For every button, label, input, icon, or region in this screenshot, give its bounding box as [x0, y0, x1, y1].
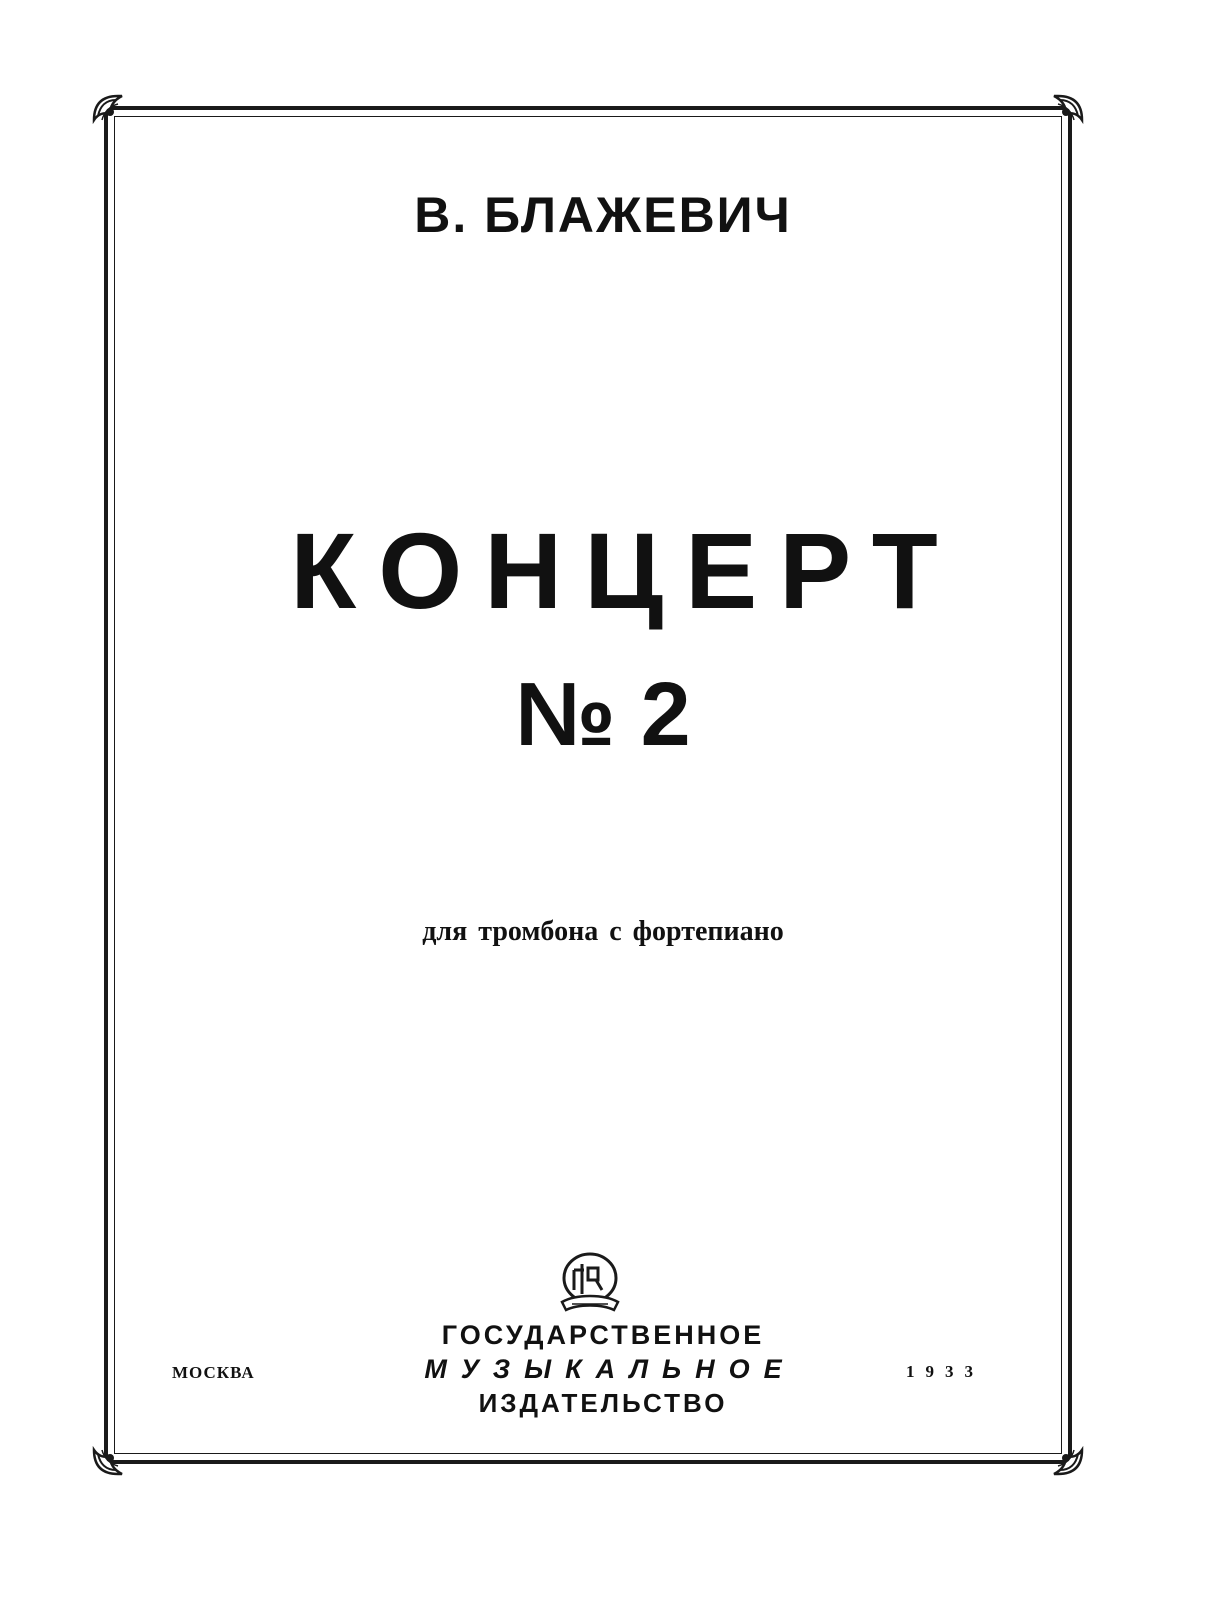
- corner-ornament-icon: [1032, 90, 1088, 146]
- publisher-line-2: МУЗЫКАЛЬНОЕ: [424, 1354, 796, 1384]
- composer-name: В. БЛАЖЕВИЧ: [414, 187, 792, 243]
- publication-year: 1933: [906, 1362, 984, 1381]
- corner-ornament-icon: [1032, 1424, 1088, 1480]
- work-title: КОНЦЕРТ: [290, 510, 960, 631]
- corner-ornament-icon: [88, 90, 144, 146]
- instrumentation-subtitle: для тромбона с фортепиано: [422, 916, 784, 947]
- work-number: № 2: [515, 665, 691, 765]
- music-publisher-emblem-icon: [552, 1250, 628, 1316]
- publisher-line-1: ГОСУДАРСТВЕННОЕ: [441, 1320, 765, 1350]
- corner-ornament-icon: [88, 1424, 144, 1480]
- publisher-line-3: ИЗДАТЕЛЬСТВО: [478, 1388, 728, 1418]
- publication-city: МОСКВА: [172, 1363, 255, 1382]
